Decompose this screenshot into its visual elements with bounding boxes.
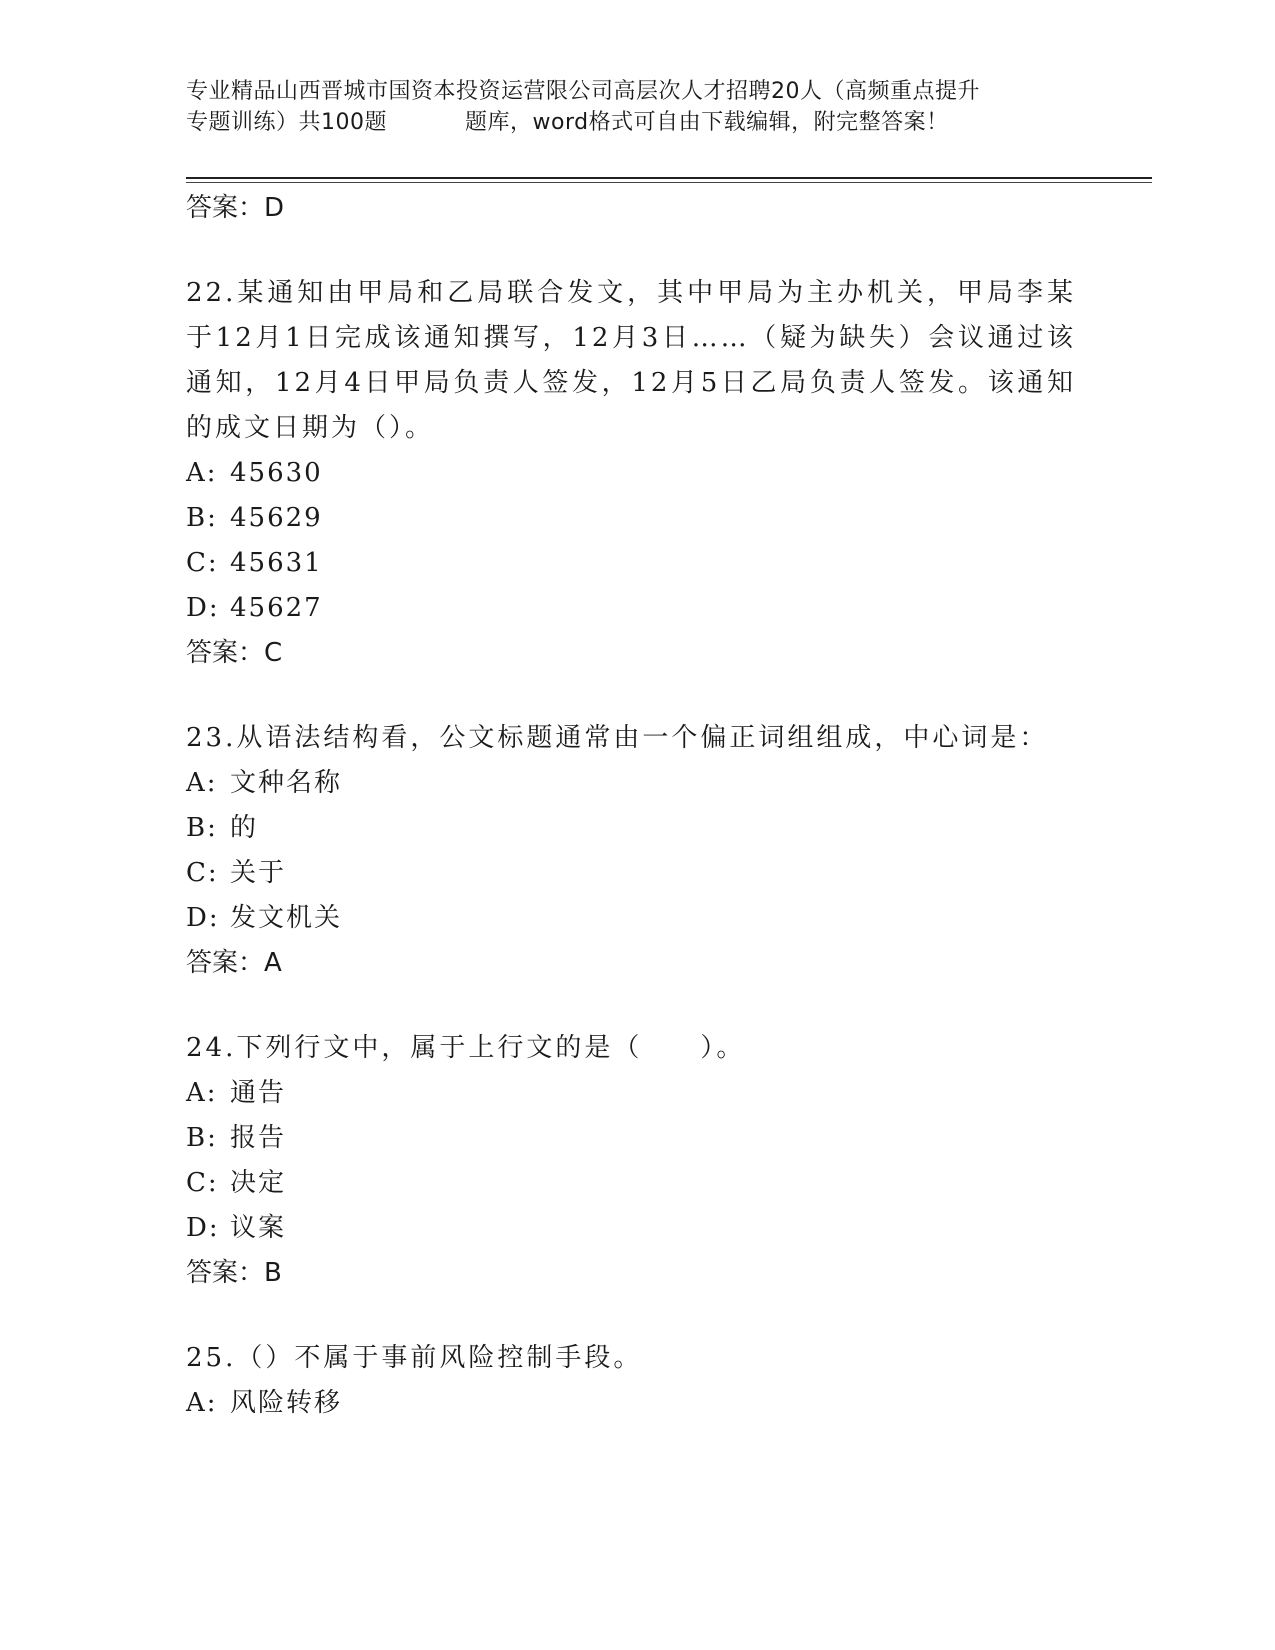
option-c: C: 关于	[186, 858, 287, 888]
option-b: B: 的	[186, 813, 259, 843]
option-a: A: 风险转移	[186, 1388, 343, 1418]
question-answer: 答案：C	[186, 638, 283, 668]
question-stem: 22.某通知由甲局和乙局联合发文，其中甲局为主办机关，甲局李某于12月1日完成该通知撰写，12月3日……（疑为缺失）会议通过该通知，12月4日甲局负责人签发，12月5日乙局负责人签发。该通知的成文日期为（）。	[186, 278, 1076, 443]
question-stem: 24.下列行文中，属于上行文的是（ ）。	[186, 1033, 746, 1063]
question-answer: 答案：B	[186, 1258, 282, 1288]
question-stem: 25.（）不属于事前风险控制手段。	[186, 1343, 643, 1373]
question-24	[186, 1026, 1076, 1296]
header-line-2-right: 题库，word格式可自由下载编辑，附完整答案！	[465, 110, 949, 135]
answer-previous-question: 答案：D	[186, 193, 285, 223]
option-d: D: 45627	[186, 593, 323, 623]
question-25	[186, 1336, 1076, 1426]
question-22	[186, 271, 1076, 676]
header-line-2-left: 专题训练）共100题	[186, 110, 387, 135]
header-divider-thick	[186, 177, 1152, 179]
question-23	[186, 716, 1076, 986]
option-a: A: 45630	[186, 458, 323, 488]
header-divider-thin	[186, 182, 1152, 183]
page-header	[186, 76, 1086, 138]
option-d: D: 议案	[186, 1213, 287, 1243]
option-a: A: 文种名称	[186, 768, 343, 798]
option-c: C: 决定	[186, 1168, 287, 1198]
header-line-2	[186, 107, 1086, 138]
option-c: C: 45631	[186, 548, 323, 578]
question-stem: 23.从语法结构看，公文标题通常由一个偏正词组组成，中心词是：	[186, 723, 1049, 753]
document-body	[186, 186, 1076, 1426]
option-a: A: 通告	[186, 1078, 287, 1108]
option-d: D: 发文机关	[186, 903, 343, 933]
option-b: B: 45629	[186, 503, 323, 533]
question-answer: 答案：A	[186, 948, 282, 978]
header-line-1: 专业精品山西晋城市国资本投资运营限公司高层次人才招聘20人（高频重点提升	[186, 79, 980, 104]
option-b: B: 报告	[186, 1123, 287, 1153]
